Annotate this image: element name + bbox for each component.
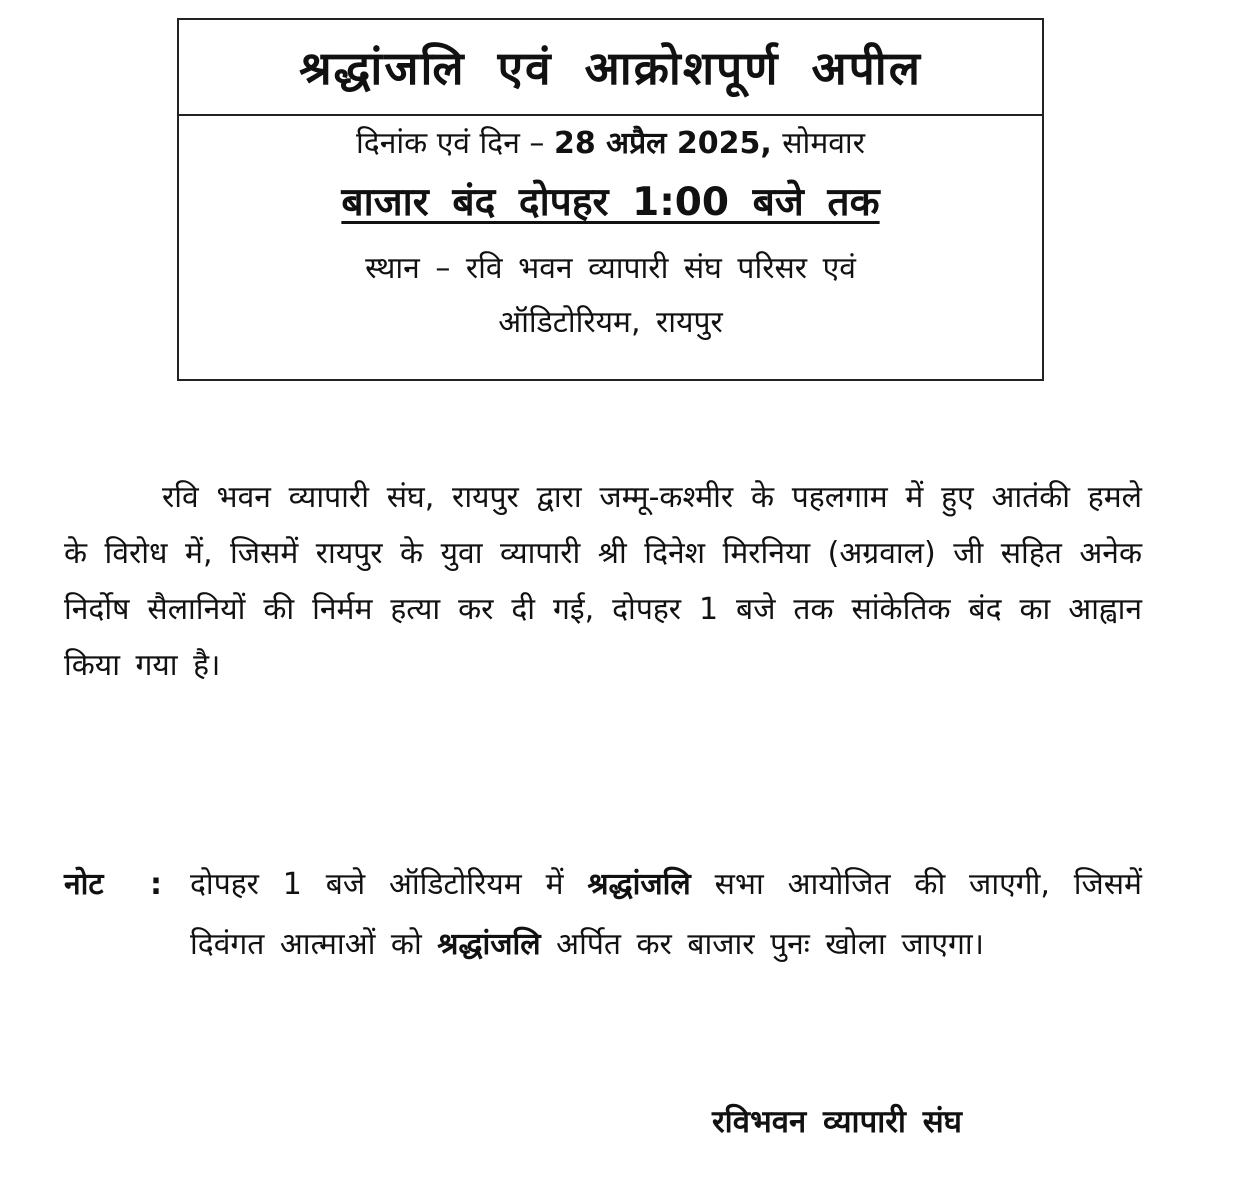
note-text-part2: सभा आयोजित की जाएगी, जिसमें दिवंगत आत्माओं को bbox=[190, 867, 1142, 962]
date-value: 28 अप्रैल 2025, bbox=[553, 126, 783, 161]
place-line-1: स्थान – रवि भवन व्यापारी संघ परिसर एवं bbox=[365, 251, 856, 286]
page-title: श्रद्धांजलि एवं आक्रोशपूर्ण अपील bbox=[299, 41, 922, 95]
note-text-part1: दोपहर 1 बजे ऑडिटोरियम में bbox=[190, 867, 588, 902]
day-value: सोमवार bbox=[782, 126, 865, 161]
note-text-bold1: श्रद्धांजलि bbox=[587, 867, 691, 902]
header-box bbox=[177, 18, 1044, 381]
signature: रविभवन व्यापारी संघ bbox=[712, 1104, 962, 1140]
bandh-announcement: बाजार बंद दोपहर 1:00 बजे तक bbox=[341, 180, 880, 225]
date-label: दिनांक एवं दिन – bbox=[356, 126, 554, 161]
note-text-bold2: श्रद्धांजलि bbox=[437, 927, 541, 962]
body-paragraph: रवि भवन व्यापारी संघ, रायपुर द्वारा जम्मू-कश्मीर के पहलगाम में हुए आतंकी हमले के विरोध में, जिसमें रायपुर के युवा व्यापारी श्री दिनेश मिरनिया (अग्रवाल) जी सहित अनेक निर्दोष सैलानियों की निर्मम हत्या कर दी गई, दोपहर 1 बजे तक सांकेतिक बंद का आह्वान किया गया है। bbox=[64, 480, 1142, 683]
title-row bbox=[179, 20, 1042, 116]
note-text bbox=[190, 855, 1142, 975]
place-line-2: ऑडिटोरियम, रायपुर bbox=[498, 305, 723, 340]
date-line bbox=[179, 124, 1042, 164]
note-text-part3: अर्पित कर बाजार पुनः खोला जाएगा। bbox=[540, 927, 984, 962]
note-label: नोट bbox=[64, 867, 104, 902]
note-block bbox=[64, 855, 1142, 975]
note-separator: : bbox=[150, 867, 162, 902]
